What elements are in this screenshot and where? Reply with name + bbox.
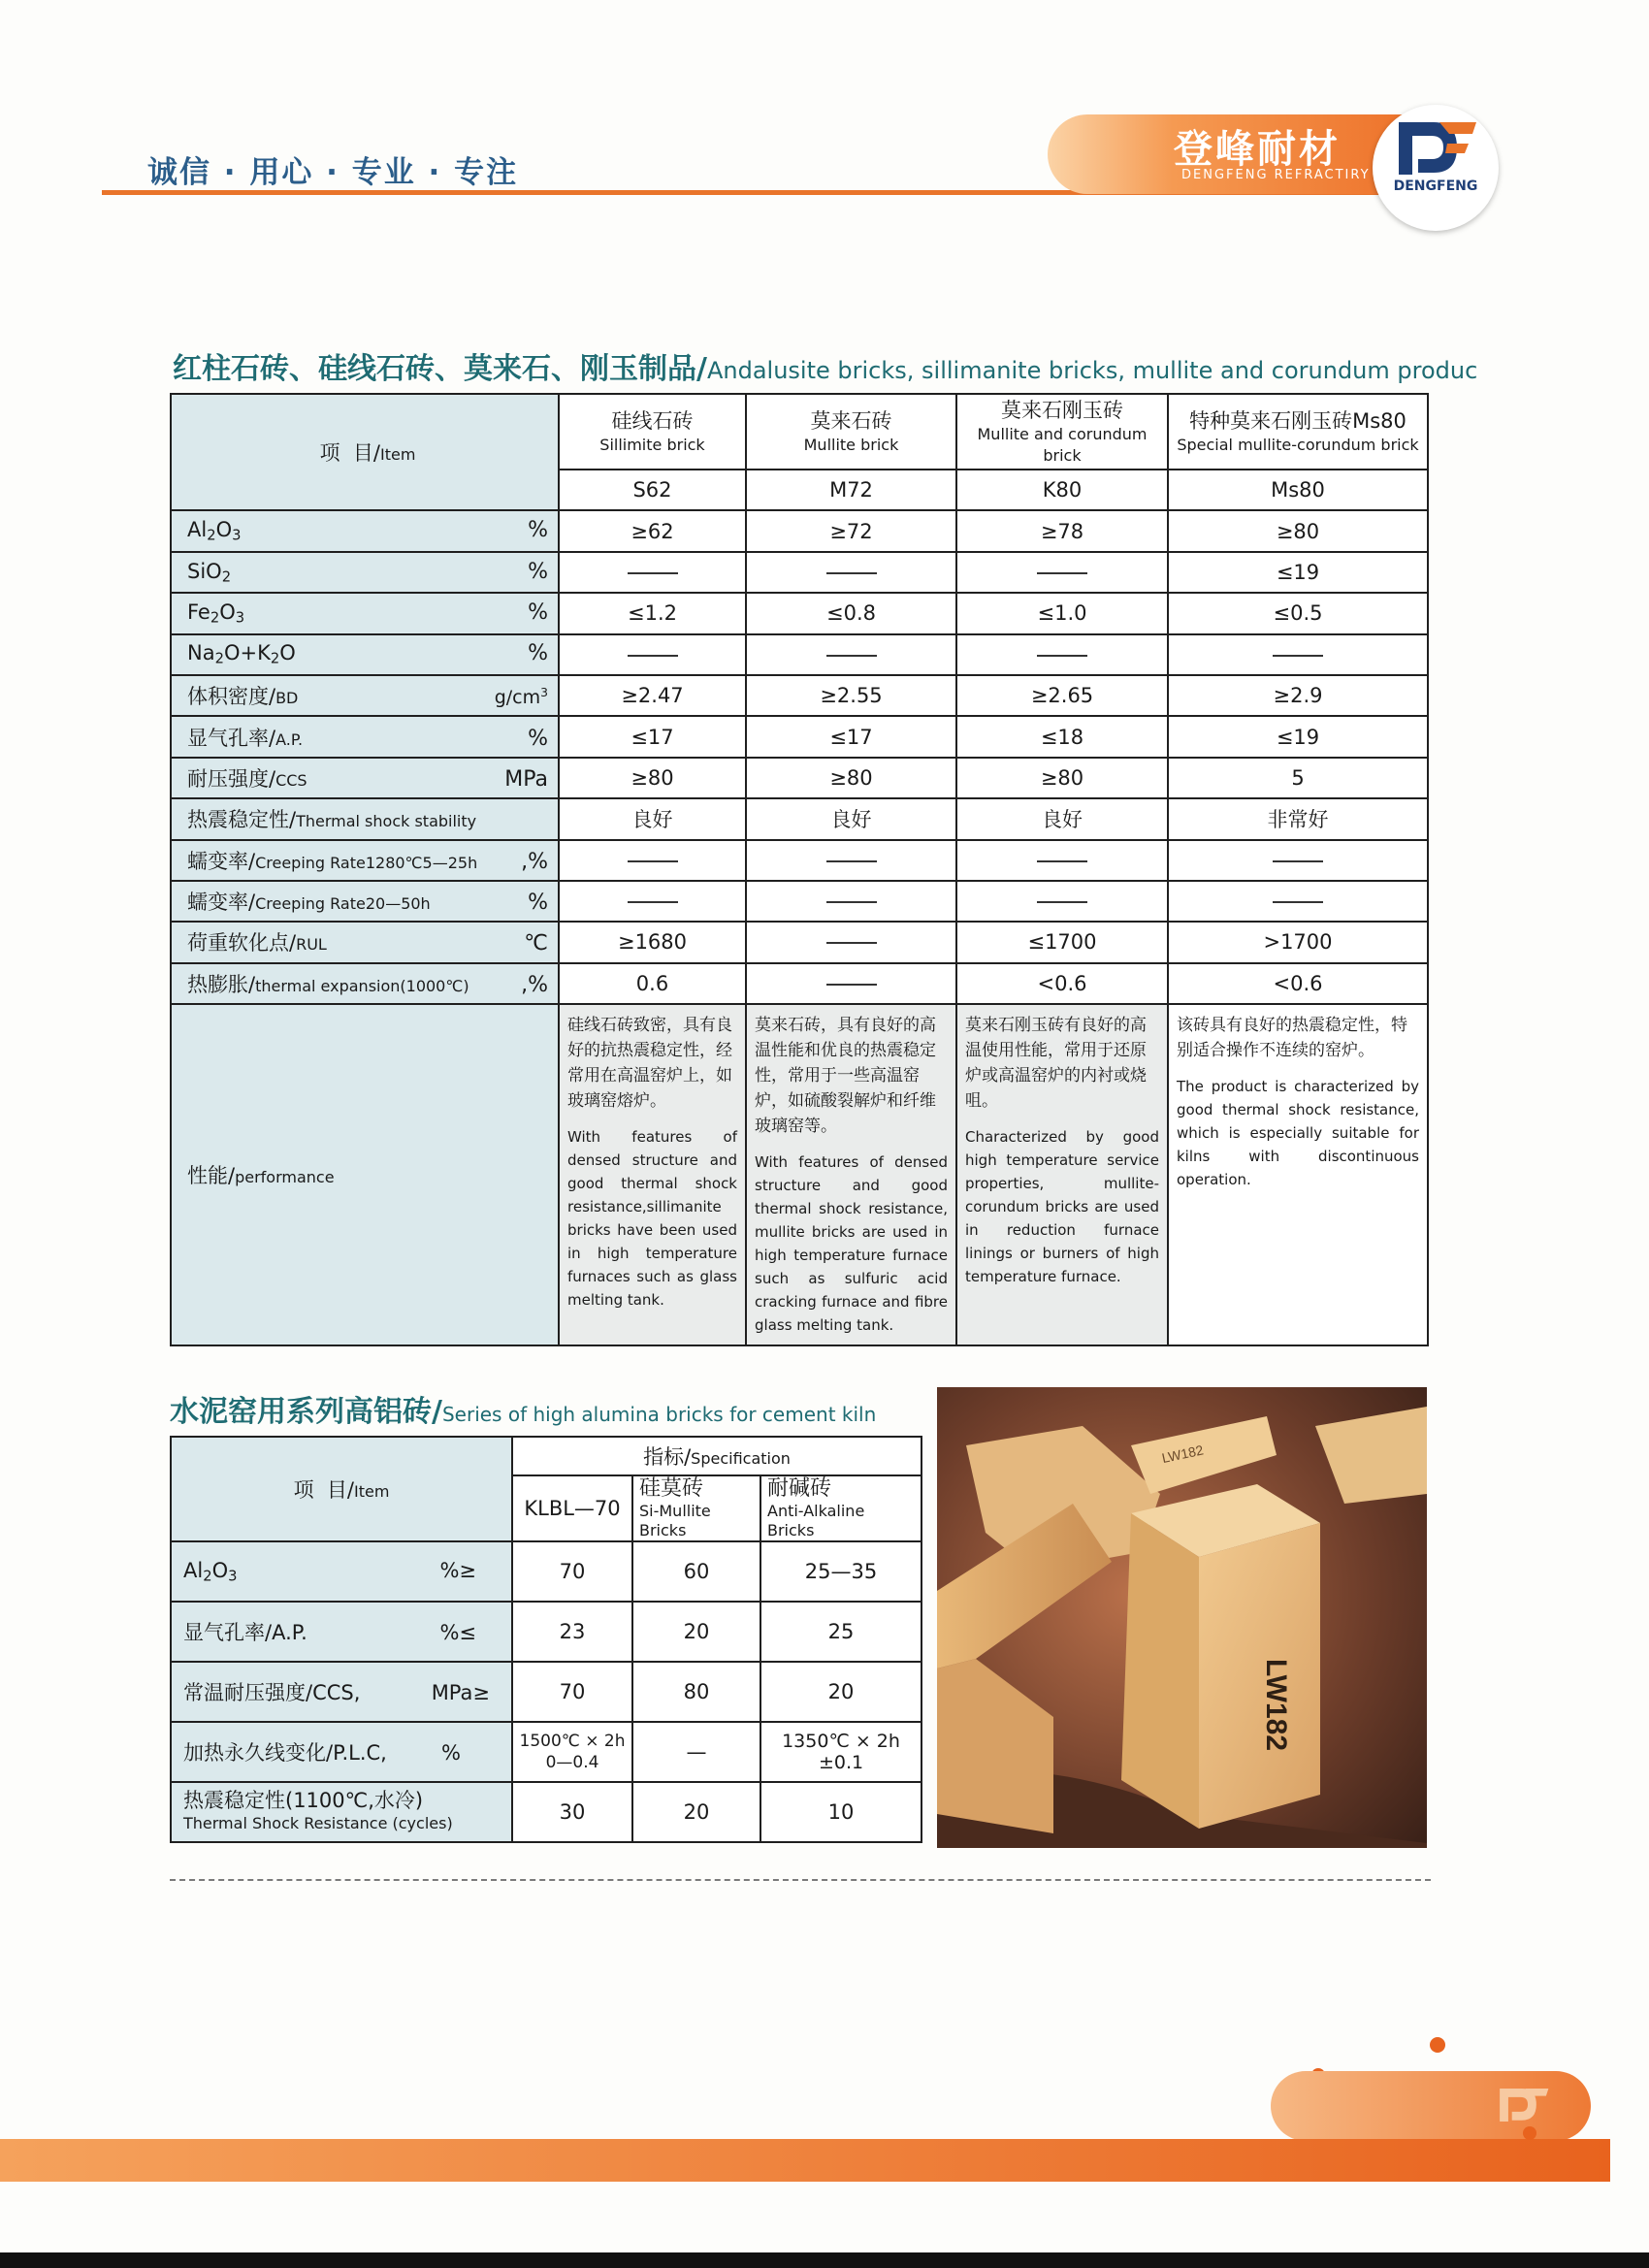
section2-title-cn: 水泥窑用系列高铝砖 [170, 1395, 432, 1429]
row-label: 体积密度/BD $g/cm^3$ [171, 675, 559, 716]
row-label: $Na_2O+K_2O$ % [171, 634, 559, 675]
row-label: 蠕变率/Creeping Rate20—50h % [171, 881, 559, 922]
table-cell: >1700 [1168, 922, 1428, 962]
table-cell: ≤1.2 [559, 593, 746, 633]
logo-text: DENGFENG [1393, 178, 1478, 194]
slogan: 诚信 · 用心 · 专业 · 专注 [147, 155, 519, 190]
table-cell [956, 634, 1168, 675]
row-label-plc: 加热永久线变化/P.L.C, % [171, 1722, 512, 1782]
performance-text-m72: 莫来石砖，具有良好的高温性能和优良的热震稳定性，常用于一些高温窑炉，如硫酸裂解炉和纤维玻璃窑等。 With features of densed structure and good thermal shock resistance, mullite bricks are used in high temperature furnace such as sulfuric acid cracking furnace and fibre glass melting tank. [746, 1004, 956, 1345]
table-cell: ≥78 [956, 510, 1168, 551]
table-cell: ≤0.5 [1168, 593, 1428, 633]
table-row [171, 510, 1428, 551]
table-cell: <0.6 [1168, 963, 1428, 1004]
row-label-ccs: 常温耐压强度/CCS, MPa≥ [171, 1662, 512, 1722]
table-cell: ≤19 [1168, 552, 1428, 593]
table-cell: ≥2.65 [956, 675, 1168, 716]
table-row [171, 675, 1428, 716]
decor-dot [1430, 2037, 1445, 2053]
empty-dash [826, 572, 877, 574]
empty-dash [1037, 655, 1087, 657]
empty-dash [1273, 655, 1323, 657]
column-header-s62: 硅线石砖 Sillimite brick [559, 394, 746, 470]
table-cell: 5 [1168, 758, 1428, 798]
column-header-m72: 莫来石砖 Mullite brick [746, 394, 956, 470]
table-cell: 25 [760, 1602, 922, 1662]
table-row [171, 634, 1428, 675]
table-cell: 20 [632, 1602, 760, 1662]
section2-title: 水泥窑用系列高铝砖/Series of high alumina bricks for cement kiln [170, 1395, 877, 1429]
table-cell [1168, 840, 1428, 881]
table-cell: 非常好 [1168, 798, 1428, 839]
table-cell: 23 [512, 1602, 632, 1662]
empty-dash [826, 942, 877, 944]
footer-logo-icon [1489, 2084, 1557, 2126]
table-cell [1168, 881, 1428, 922]
table-cell: ≥2.47 [559, 675, 746, 716]
column-header-klbl70: KLBL—70 [512, 1475, 632, 1541]
item-header: 项 目/Item [171, 394, 559, 510]
empty-dash [826, 984, 877, 986]
table-cell [746, 963, 956, 1004]
table-cell: ≥62 [559, 510, 746, 551]
decor-dot [1523, 2126, 1536, 2140]
section1-title-cn: 红柱石砖、硅线石砖、莫来石、刚玉制品 [173, 352, 696, 386]
column-code: K80 [956, 470, 1168, 510]
column-header-k80: 莫来石刚玉砖 Mullite and corundum brick [956, 394, 1168, 470]
table-cell [559, 634, 746, 675]
table-cell: ≥80 [559, 758, 746, 798]
table-cell: ≤1700 [956, 922, 1168, 962]
performance-text-s62: 硅线石砖致密，具有良好的抗热震稳定性，经常用在高温窑炉上，如玻璃窑熔炉。 With features of densed structure and good thermal shock resistance,sillimanite bricks have been used in high temperature furnaces such as glass melting tank. [559, 1004, 746, 1345]
table-cell: 70 [512, 1541, 632, 1602]
row-label-al2o3: $Al_2O_3$ %≥ [171, 1541, 512, 1602]
row-label: 耐压强度/CCS MPa [171, 758, 559, 798]
dashed-separator [170, 1879, 1431, 1881]
table-row [171, 552, 1428, 593]
empty-dash [1273, 860, 1323, 862]
table-cell [746, 552, 956, 593]
column-code: S62 [559, 470, 746, 510]
table-row [171, 963, 1428, 1004]
table-cell: 良好 [746, 798, 956, 839]
empty-dash [628, 860, 678, 862]
footer-band [0, 2139, 1610, 2182]
empty-dash [826, 655, 877, 657]
empty-dash [1037, 572, 1087, 574]
table-cell [956, 881, 1168, 922]
performance-text-ms80: 该砖具有良好的热震稳定性，特别适合操作不连续的窑炉。 The product is characterized by good thermal shock resistance, which is especially suitable for kilns with discontinuous operation. [1168, 1004, 1428, 1345]
table-row [171, 593, 1428, 633]
table-cell: 20 [760, 1662, 922, 1722]
refractory-spec-table [170, 393, 1429, 1346]
empty-dash [826, 901, 877, 903]
row-label-ap: 显气孔率/A.P. %≤ [171, 1602, 512, 1662]
table-cell [746, 922, 956, 962]
table-cell [746, 634, 956, 675]
table-cell: ≤0.8 [746, 593, 956, 633]
table-cell: 0.6 [559, 963, 746, 1004]
table-cell: — [632, 1722, 760, 1782]
table-cell: 80 [632, 1662, 760, 1722]
table-cell: ≥80 [746, 758, 956, 798]
table-cell: 25—35 [760, 1541, 922, 1602]
table-row [171, 840, 1428, 881]
item-header-2: 项 目/Item [171, 1437, 512, 1541]
table-cell: 良好 [956, 798, 1168, 839]
table-cell: ≤1.0 [956, 593, 1168, 633]
table-cell: ≤17 [559, 716, 746, 757]
row-label: 蠕变率/Creeping Rate1280℃5—25h ,% [171, 840, 559, 881]
column-header-anti-alkaline: 耐碱砖 Anti-Alkaline Bricks [760, 1475, 922, 1541]
brand-name: 登峰耐材 [1174, 127, 1341, 172]
table-cell: ≥1680 [559, 922, 746, 962]
table-row [171, 881, 1428, 922]
table-cell: 30 [512, 1782, 632, 1842]
performance-label: 性能/performance [171, 1004, 559, 1345]
empty-dash [628, 655, 678, 657]
brick-top-label: LW182 [1160, 1442, 1205, 1467]
empty-dash [1037, 901, 1087, 903]
table-cell [559, 552, 746, 593]
table-cell: 10 [760, 1782, 922, 1842]
table-cell [559, 881, 746, 922]
table-cell [746, 881, 956, 922]
table-cell: 1350℃ × 2h ±0.1 [760, 1722, 922, 1782]
table-cell: ≥80 [956, 758, 1168, 798]
table-row [171, 798, 1428, 839]
row-label: 热膨胀/thermal expansion(1000℃) ,% [171, 963, 559, 1004]
empty-dash [1273, 901, 1323, 903]
table-cell: 60 [632, 1541, 760, 1602]
empty-dash [628, 572, 678, 574]
table-row [171, 716, 1428, 757]
empty-dash [628, 901, 678, 903]
row-label-thermal-shock: 热震稳定性(1100℃,水冷) Thermal Shock Resistance (cycles) [171, 1782, 512, 1842]
row-label: $Fe_2O_3$ % [171, 593, 559, 633]
table-row [171, 758, 1428, 798]
table-cell: 70 [512, 1662, 632, 1722]
table-cell [956, 840, 1168, 881]
cement-kiln-brick-table [170, 1436, 922, 1843]
brick-photo [937, 1387, 1427, 1848]
row-label: SiO$_2$ % [171, 552, 559, 593]
row-label: 显气孔率/A.P. % [171, 716, 559, 757]
section2-title-en: Series of high alumina bricks for cement kiln [441, 1403, 877, 1426]
section1-title-en: Andalusite bricks, sillimanite bricks, mullite and corundum produc [706, 357, 1478, 384]
row-label: 荷重软化点/RUL ℃ [171, 922, 559, 962]
brick-face-label: LW182 [1260, 1659, 1292, 1752]
table-cell [746, 840, 956, 881]
table-cell [956, 552, 1168, 593]
table-cell: ≥72 [746, 510, 956, 551]
table-cell: 1500℃ × 2h 0—0.4 [512, 1722, 632, 1782]
table-row [171, 922, 1428, 962]
table-cell: 良好 [559, 798, 746, 839]
bottom-edge [0, 2252, 1649, 2268]
column-code: M72 [746, 470, 956, 510]
column-code: Ms80 [1168, 470, 1428, 510]
row-label: 热震稳定性/Thermal shock stability [171, 798, 559, 839]
table-cell [1168, 634, 1428, 675]
table-cell [559, 840, 746, 881]
column-header-ms80: 特种莫来石刚玉砖Ms80 Special mullite-corundum brick [1168, 394, 1428, 470]
specification-header: 指标/Specification [512, 1437, 922, 1475]
section1-title: 红柱石砖、硅线石砖、莫来石、刚玉制品/Andalusite bricks, sillimanite bricks, mullite and corundum produc [173, 352, 1478, 386]
table-cell: <0.6 [956, 963, 1168, 1004]
table-cell: ≥2.9 [1168, 675, 1428, 716]
table-cell: ≥2.55 [746, 675, 956, 716]
table-cell: ≤19 [1168, 716, 1428, 757]
brand-subtitle: DENGFENG REFRACTIRY [1181, 168, 1371, 182]
table-cell: ≤17 [746, 716, 956, 757]
dengfeng-logo-icon [1389, 114, 1482, 182]
empty-dash [1037, 860, 1087, 862]
performance-text-k80: 莫来石刚玉砖有良好的高温使用性能，常用于还原炉或高温窑炉的内衬或烧咀。 Characterized by good high temperature service properties, mullite-corundum bricks are used in reduction furnace linings or burners of high temperature furnace. [956, 1004, 1168, 1345]
row-label: $Al_2O_3$ % [171, 510, 559, 551]
empty-dash [826, 860, 877, 862]
table-cell: ≥80 [1168, 510, 1428, 551]
table-cell: ≤18 [956, 716, 1168, 757]
table-cell: 20 [632, 1782, 760, 1842]
column-header-si-mullite: 硅莫砖 Si-Mullite Bricks [632, 1475, 760, 1541]
